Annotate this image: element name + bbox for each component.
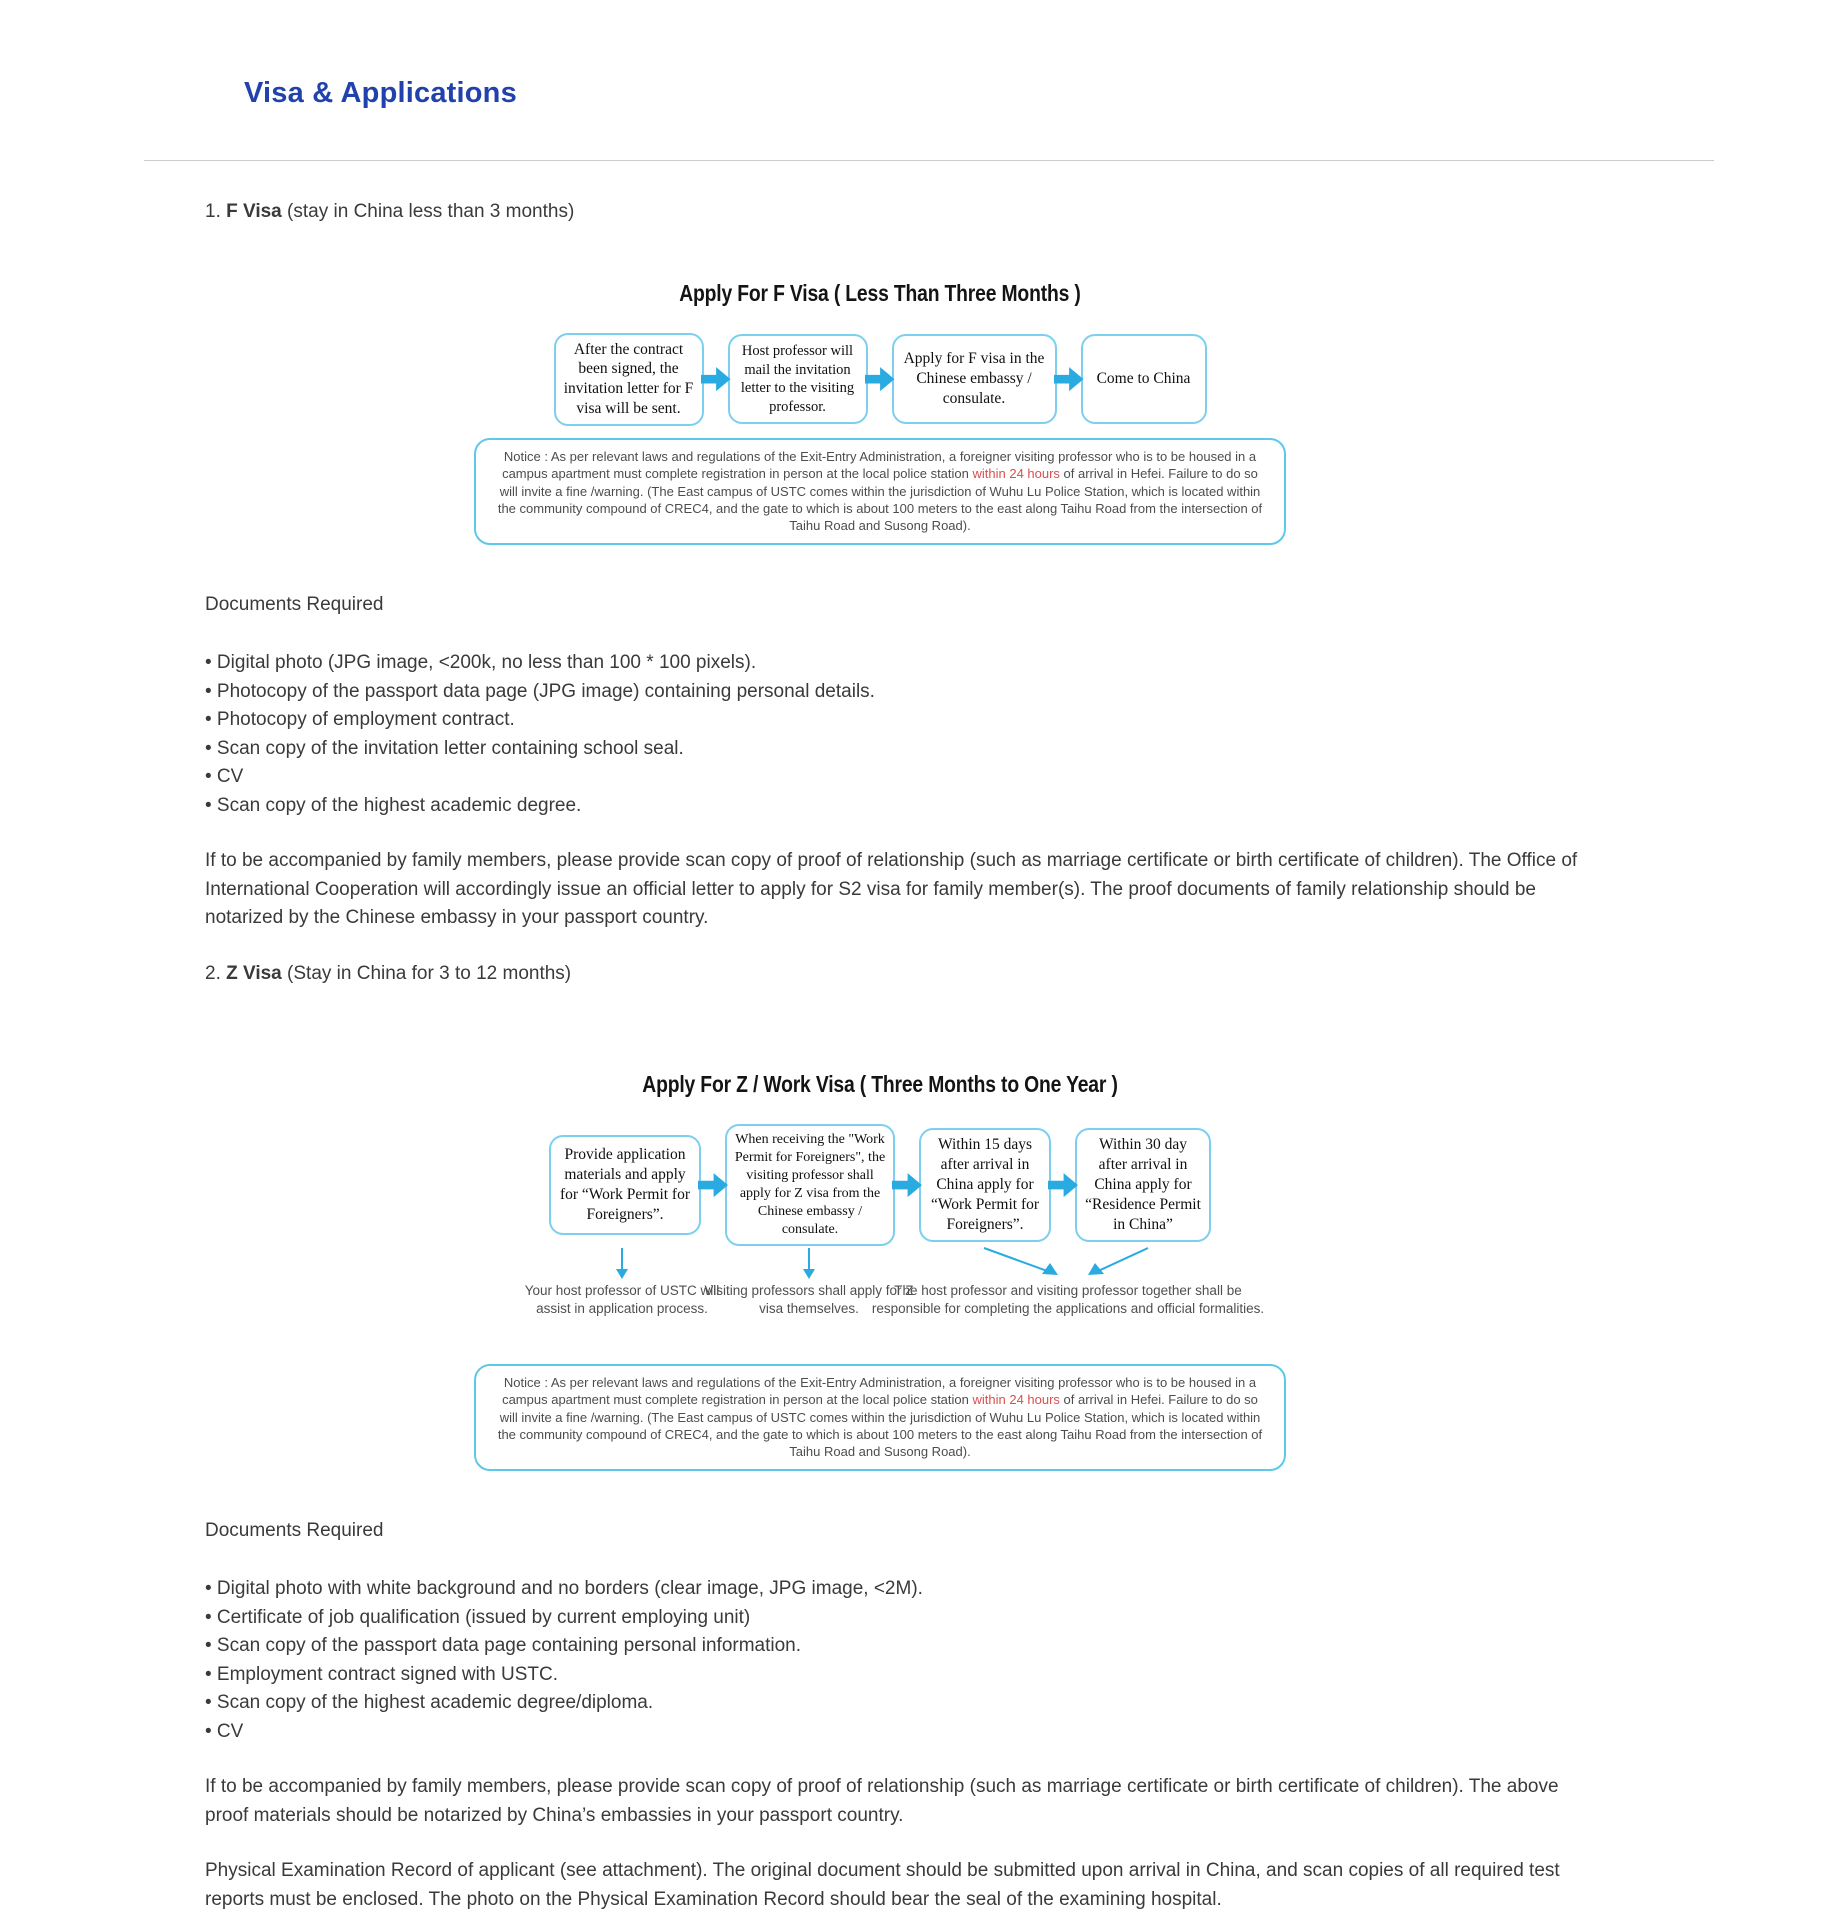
list-item: • Scan copy of the highest academic degree. [205, 794, 582, 816]
section-heading-f-visa [205, 198, 1600, 227]
z-visa-flow-row [470, 1124, 1290, 1245]
list-item: • Certificate of job qualification (issued by current employing unit) [205, 1606, 751, 1628]
diagonal-arrow-icon [1096, 1248, 1148, 1272]
right-arrow-icon [1054, 367, 1084, 391]
flow-annotation: The host professor and visiting professor together shall be responsible for completing the applications and official formalities. [871, 1282, 1265, 1316]
down-arrow-head-icon [616, 1269, 628, 1279]
z-visa-flow-annotations [524, 1282, 1265, 1344]
flow-step: Provide application materials and apply for “Work Permit for Foreigners”. [549, 1135, 701, 1235]
z-visa-flowchart [470, 1068, 1290, 1470]
notice-highlight: within 24 hours [972, 1392, 1060, 1408]
list-item: • CV [205, 1720, 244, 1742]
f-visa-family-paragraph: If to be accompanied by family members, please provide scan copy of proof of relationship (such as marriage certificate or birth certificate of children). The Office of International Cooperation will accordingly issue an official letter to apply for S2 visa for family member(s). The proof documents of family relationship should be notarized by the Chinese embassy in your passport country. [205, 850, 1578, 929]
right-arrow-icon [892, 1173, 922, 1197]
section-number: 2. [205, 962, 227, 984]
flow-annotation: Visiting professors shall apply for Z visa themselves. [704, 1282, 914, 1316]
f-visa-flowchart-title: Apply For F Visa ( Less Than Three Months ) [679, 279, 1081, 306]
flow-step: Host professor will mail the invitation letter to the visiting professor. [728, 334, 868, 424]
list-item: • Scan copy of the invitation letter containing school seal. [205, 737, 684, 759]
flow-annotation: Your host professor of USTC will assist in application process. [524, 1282, 720, 1316]
down-arrow-head-icon [803, 1269, 815, 1279]
documents-required-heading: Documents Required [205, 593, 384, 615]
flow-step: Come to China [1081, 334, 1207, 424]
z-visa-family-paragraph: If to be accompanied by family members, please provide scan copy of proof of relationship (such as marriage certificate or birth certificate of children). The above proof materials should be notarized by China’s embassies in your passport country. [205, 1776, 1559, 1826]
notice-text: Notice : As per relevant laws and regulations of the Exit-Entry Administration, a foreigner visiting professor who is to be housed in a campus apartment must complete registration in person at the local police station [502, 1374, 1257, 1408]
right-arrow-icon [701, 367, 731, 391]
flowchart-connector-arrows [546, 1246, 1214, 1280]
section-title-bold: F Visa [226, 201, 282, 222]
notice-highlight: within 24 hours [972, 466, 1060, 482]
section-title-rest: (stay in China less than 3 months) [281, 201, 575, 222]
f-visa-flowchart [470, 277, 1290, 545]
flow-step: After the contract been signed, the invitation letter for F visa will be sent. [554, 333, 704, 426]
notice-text: of arrival in Hefei. Failure to do so will invite a fine /warning. (The East campus of USTC comes within the jurisdiction of Wuhu Lu Police Station, which is located within the community compound of CREC4, and the gate to which is about 100 meters to the east along Taihu Road from the intersection of Taihu Road and Susong Road). [497, 1392, 1263, 1460]
right-arrow-icon [1048, 1173, 1078, 1197]
diagonal-arrow-icon [984, 1248, 1050, 1272]
notice-text: Notice : As per relevant laws and regulations of the Exit-Entry Administration, a foreigner visiting professor who is to be housed in a campus apartment must complete registration in person at the local police station [502, 448, 1257, 482]
f-visa-documents-list [205, 649, 1600, 820]
right-arrow-icon [698, 1173, 728, 1197]
list-item: • CV [205, 766, 244, 788]
list-item: • Digital photo (JPG image, <200k, no less than 100 * 100 pixels). [205, 652, 757, 674]
z-visa-documents-list [205, 1575, 1600, 1746]
flow-step: Apply for F visa in the Chinese embassy / consulate. [892, 334, 1057, 424]
page-title: Visa & Applications [244, 77, 517, 109]
list-item: • Digital photo with white background and no borders (clear image, JPG image, <2M). [205, 1578, 923, 1600]
list-item: • Scan copy of the passport data page containing personal information. [205, 1635, 802, 1657]
notice-text: of arrival in Hefei. Failure to do so will invite a fine /warning. (The East campus of USTC comes within the jurisdiction of Wuhu Lu Police Station, which is located within the community compound of CREC4, and the gate to which is about 100 meters to the east along Taihu Road from the intersection of Taihu Road and Susong Road). [497, 466, 1263, 534]
list-item: • Photocopy of employment contract. [205, 709, 515, 731]
section-number: 1. [205, 201, 227, 222]
list-item: • Scan copy of the highest academic degree/diploma. [205, 1692, 654, 1714]
z-visa-physical-exam-paragraph: Physical Examination Record of applicant (see attachment). The original document should be submitted upon arrival in China, and scan copies of all required test reports must be enclosed. The photo on the Physical Examination Record should bear the seal of the examining hospital. [205, 1860, 1560, 1910]
notice-box [474, 438, 1286, 545]
right-arrow-icon [865, 367, 895, 391]
section-heading-z-visa [205, 960, 1600, 989]
flow-step: When receiving the "Work Permit for Foreigners", the visiting professor shall apply for Z visa from the Chinese embassy / consulate. [725, 1124, 895, 1245]
page-content [205, 198, 1600, 1914]
title-divider [144, 160, 1714, 161]
documents-required-heading: Documents Required [205, 1519, 384, 1541]
list-item: • Employment contract signed with USTC. [205, 1663, 559, 1685]
section-title-rest: (Stay in China for 3 to 12 months) [281, 962, 572, 984]
notice-box [474, 1364, 1286, 1471]
flow-step: Within 30 day after arrival in China apply for “Residence Permit in China” [1075, 1128, 1211, 1241]
section-title-bold: Z Visa [226, 962, 282, 984]
flow-step: Within 15 days after arrival in China apply for “Work Permit for Foreigners”. [919, 1128, 1051, 1241]
list-item: • Photocopy of the passport data page (JPG image) containing personal details. [205, 680, 875, 702]
z-visa-flowchart-title: Apply For Z / Work Visa ( Three Months to One Year ) [642, 1071, 1118, 1098]
f-visa-flow-row [470, 333, 1290, 426]
